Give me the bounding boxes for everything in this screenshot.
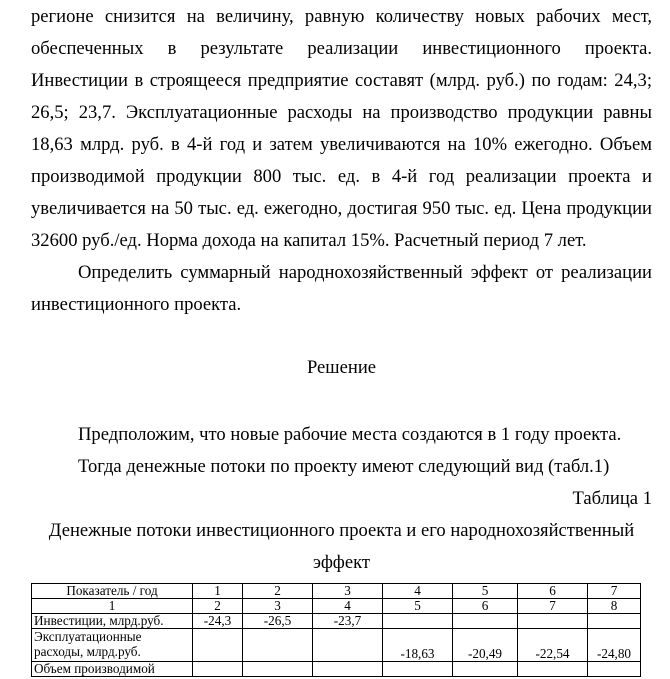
table-cell xyxy=(243,662,313,677)
text-line-3: Инвестиции в строящееся предприятие составят (млрд. руб.) по годам: 24,3; xyxy=(31,70,652,91)
text-line-5: 18,63 млрд. руб. в 4-й год и затем увеличиваются на 10% ежегодно. Объем xyxy=(31,134,652,155)
table-cell xyxy=(193,629,243,662)
table-caption-line-2: эффект xyxy=(312,552,371,573)
header-cell-year: 6 xyxy=(518,584,588,599)
table-cell: -18,63 xyxy=(383,629,453,662)
table-cell: -22,54 xyxy=(518,629,588,662)
text-line-1: регионе снизится на величину, равную количеству новых рабочих мест, xyxy=(31,6,652,27)
numbering-cell: 7 xyxy=(518,599,588,614)
header-cell-indicator: Показатель / год xyxy=(32,584,193,599)
task-line-1: Определить суммарный народнохозяйственный эффект от реализации xyxy=(78,262,652,283)
table-cell xyxy=(193,662,243,677)
numbering-cell: 1 xyxy=(32,599,193,614)
table-cell xyxy=(453,662,518,677)
header-cell-year: 7 xyxy=(588,584,641,599)
solution-line-1: Предположим, что новые рабочие места создаются в 1 году проекта. xyxy=(78,424,622,445)
numbering-cell: 2 xyxy=(193,599,243,614)
numbering-cell: 4 xyxy=(313,599,383,614)
header-cell-year: 1 xyxy=(193,584,243,599)
text-line-7: увеличивается на 50 тыс. ед. ежегодно, достигая 950 тыс. ед. Цена продукции xyxy=(31,198,652,219)
text-line-4: 26,5; 23,7. Эксплуатационные расходы на производство продукции равны xyxy=(31,102,652,123)
table-cell xyxy=(588,662,641,677)
table-cell: -26,5 xyxy=(243,614,313,629)
table-cell xyxy=(383,662,453,677)
numbering-cell: 5 xyxy=(383,599,453,614)
text-line-6: производимой продукции 800 тыс. ед. в 4-й год реализации проекта и xyxy=(31,166,652,187)
table-cell xyxy=(383,614,453,629)
row-label: Эксплуатационные расходы, млрд.руб. xyxy=(32,629,193,662)
table-row-output-volume xyxy=(32,662,641,677)
row-label: Инвестиции, млрд.руб. xyxy=(32,614,193,629)
text-line-8: 32600 руб./ед. Норма дохода на капитал 15%. Расчетный период 7 лет. xyxy=(31,230,587,251)
solution-line-2: Тогда денежные потоки по проекту имеют следующий вид (табл.1) xyxy=(78,456,610,477)
table-numbering-row xyxy=(32,599,641,614)
header-cell-year: 2 xyxy=(243,584,313,599)
table-cell xyxy=(453,614,518,629)
table-cell xyxy=(313,629,383,662)
text-line-2: обеспеченных в результате реализации инвестиционного проекта. xyxy=(31,38,652,59)
table-cell: -24,3 xyxy=(193,614,243,629)
table-row-operating-costs xyxy=(32,629,641,662)
table-caption-line-1: Денежные потоки инвестиционного проекта и его народнохозяйственный xyxy=(48,520,635,541)
row-label: Объем производимой xyxy=(32,662,193,677)
header-cell-year: 5 xyxy=(453,584,518,599)
numbering-cell: 3 xyxy=(243,599,313,614)
table-row-investments xyxy=(32,614,641,629)
cash-flow-table xyxy=(31,583,641,677)
table-label: Таблица 1 xyxy=(572,488,652,509)
table-cell: -23,7 xyxy=(313,614,383,629)
table-cell xyxy=(243,629,313,662)
numbering-cell: 8 xyxy=(588,599,641,614)
solution-heading: Решение xyxy=(306,357,377,378)
header-cell-year: 3 xyxy=(313,584,383,599)
table-cell xyxy=(313,662,383,677)
numbering-cell: 6 xyxy=(453,599,518,614)
header-cell-year: 4 xyxy=(383,584,453,599)
table-cell xyxy=(588,614,641,629)
table-cell xyxy=(518,614,588,629)
table-header-row xyxy=(32,584,641,599)
table-cell: -20,49 xyxy=(453,629,518,662)
table-cell: -24,80 xyxy=(588,629,641,662)
table-cell xyxy=(518,662,588,677)
task-line-2: инвестиционного проекта. xyxy=(31,294,242,315)
